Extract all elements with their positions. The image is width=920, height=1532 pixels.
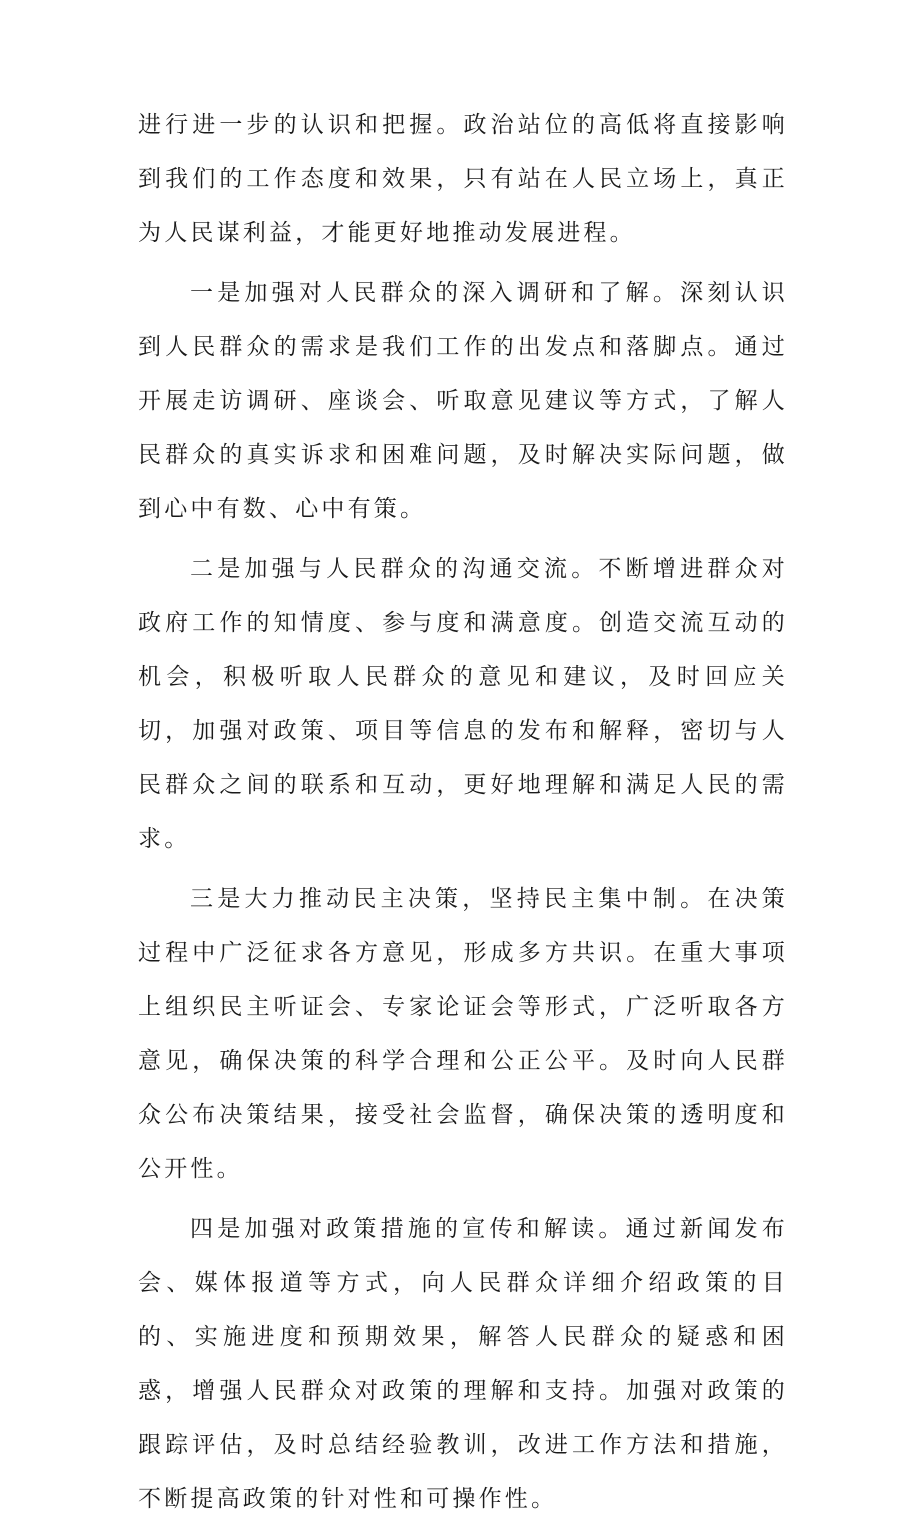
paragraph-continuation: 进行进一步的认识和把握。政治站位的高低将直接影响到我们的工作态度和效果，只有站在人民立场上，真正为人民谋利益，才能更好地推动发展进程。 [138, 112, 788, 246]
paragraph-point-one: 一是加强对人民群众的深入调研和了解。深刻认识到人民群众的需求是我们工作的出发点和落脚点。通过开展走访调研、座谈会、听取意见建议等方式，了解人民群众的真实诉求和困难问题，及时解决实际问题，做到心中有数、心中有策。 [138, 280, 788, 522]
document-body [138, 98, 788, 1532]
paragraph-point-four: 四是加强对政策措施的宣传和解读。通过新闻发布会、媒体报道等方式，向人民群众详细介绍政策的目的、实施进度和预期效果，解答人民群众的疑惑和困惑，增强人民群众对政策的理解和支持。加强对政策的跟踪评估，及时总结经验教训，改进工作方法和措施，不断提高政策的针对性和可操作性。 [138, 1216, 788, 1512]
paragraph-point-three: 三是大力推动民主决策，坚持民主集中制。在决策过程中广泛征求各方意见，形成多方共识。在重大事项上组织民主听证会、专家论证会等形式，广泛听取各方意见，确保决策的科学合理和公正公平。及时向人民群众公布决策结果，接受社会监督，确保决策的透明度和公开性。 [138, 886, 788, 1182]
paragraph-point-two: 二是加强与人民群众的沟通交流。不断增进群众对政府工作的知情度、参与度和满意度。创造交流互动的机会，积极听取人民群众的意见和建议，及时回应关切，加强对政策、项目等信息的发布和解释，密切与人民群众之间的联系和互动，更好地理解和满足人民的需求。 [138, 556, 788, 852]
